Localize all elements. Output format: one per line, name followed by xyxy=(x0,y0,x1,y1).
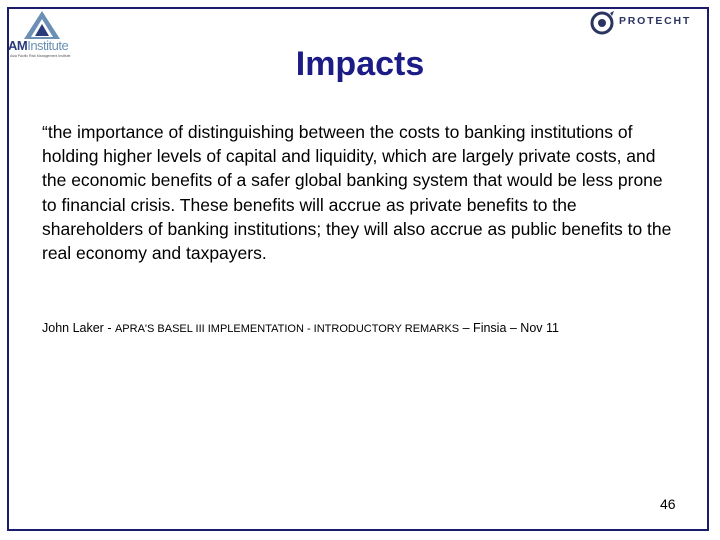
citation xyxy=(42,321,559,335)
page-number: 46 xyxy=(660,496,676,512)
slide-frame xyxy=(7,7,709,531)
citation-rest: – Finsia – Nov 11 xyxy=(459,321,559,335)
quote-text: “the importance of distinguishing between the costs to banking institutions of holding higher levels of capital and liquidity, which are largely private costs, and the economic benefits of a safer global banking system that would be less prone to financial crisis. These benefits will accrue as private benefits to the shareholders of banking institutions; they will also accrue as public benefits to the real economy and taxpayers. xyxy=(42,122,672,264)
protecht-swirl-icon xyxy=(588,10,616,36)
citation-author: John Laker - xyxy=(42,321,115,335)
slide-title: Impacts xyxy=(295,45,425,83)
citation-source: APRA'S BASEL III IMPLEMENTATION - INTRODUCTORY REMARKS xyxy=(114,323,460,335)
protecht-logo xyxy=(588,10,710,36)
aml-logo-tagline: Asia Pacific Risk Management Institute xyxy=(10,54,71,58)
triangle-logo-icon xyxy=(22,10,62,40)
protecht-wordmark: PROTECHT xyxy=(619,15,692,27)
aml-logo-wordmark: AMInstitute xyxy=(8,38,69,53)
